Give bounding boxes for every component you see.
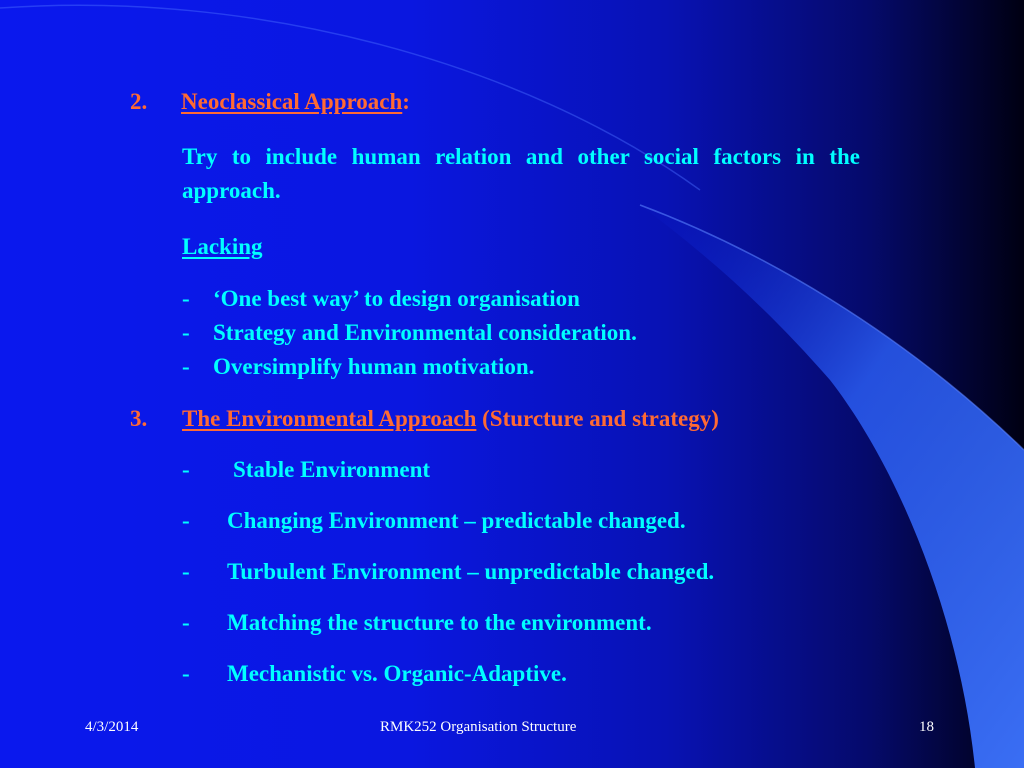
section-2-description: Try to include human relation and other social factors in the approach.	[182, 144, 860, 203]
env-item-2-dash: -	[182, 508, 190, 533]
lacking-heading: Lacking	[182, 234, 263, 259]
env-item-5: Mechanistic vs. Organic-Adaptive.	[227, 661, 567, 686]
env-item-3: Turbulent Environment – unpredictable changed.	[227, 559, 715, 584]
lacking-item-2-dash: -	[182, 320, 190, 345]
section-3-heading	[182, 407, 719, 430]
env-item-1: Stable Environment	[233, 457, 431, 482]
lacking-item-1: ‘One best way’ to design organisation	[213, 286, 580, 311]
lacking-item-2: Strategy and Environmental consideration.	[213, 320, 637, 345]
env-item-4-dash: -	[182, 610, 190, 635]
section-2-title: Neoclassical Approach	[181, 89, 403, 114]
footer-date: 4/3/2014	[85, 719, 139, 735]
env-item-2: Changing Environment – predictable changed.	[227, 508, 686, 533]
env-item-5-dash: -	[182, 661, 190, 686]
section-3-number: 3.	[130, 406, 148, 431]
footer-page-number: 18	[919, 719, 934, 735]
section-2-colon: :	[402, 89, 410, 114]
env-item-3-dash: -	[182, 559, 190, 584]
section-2-heading	[181, 90, 410, 113]
env-item-1-dash: -	[182, 457, 190, 482]
section-3-subtitle: (Sturcture and strategy)	[476, 406, 719, 431]
section-2-number: 2.	[130, 89, 148, 114]
lacking-item-3: Oversimplify human motivation.	[213, 354, 535, 379]
env-item-4: Matching the structure to the environment.	[227, 610, 652, 635]
footer-title: RMK252 Organisation Structure	[380, 719, 577, 735]
lacking-item-3-dash: -	[182, 354, 190, 379]
section-3-title: The Environmental Approach	[182, 406, 477, 431]
lacking-item-1-dash: -	[182, 286, 190, 311]
